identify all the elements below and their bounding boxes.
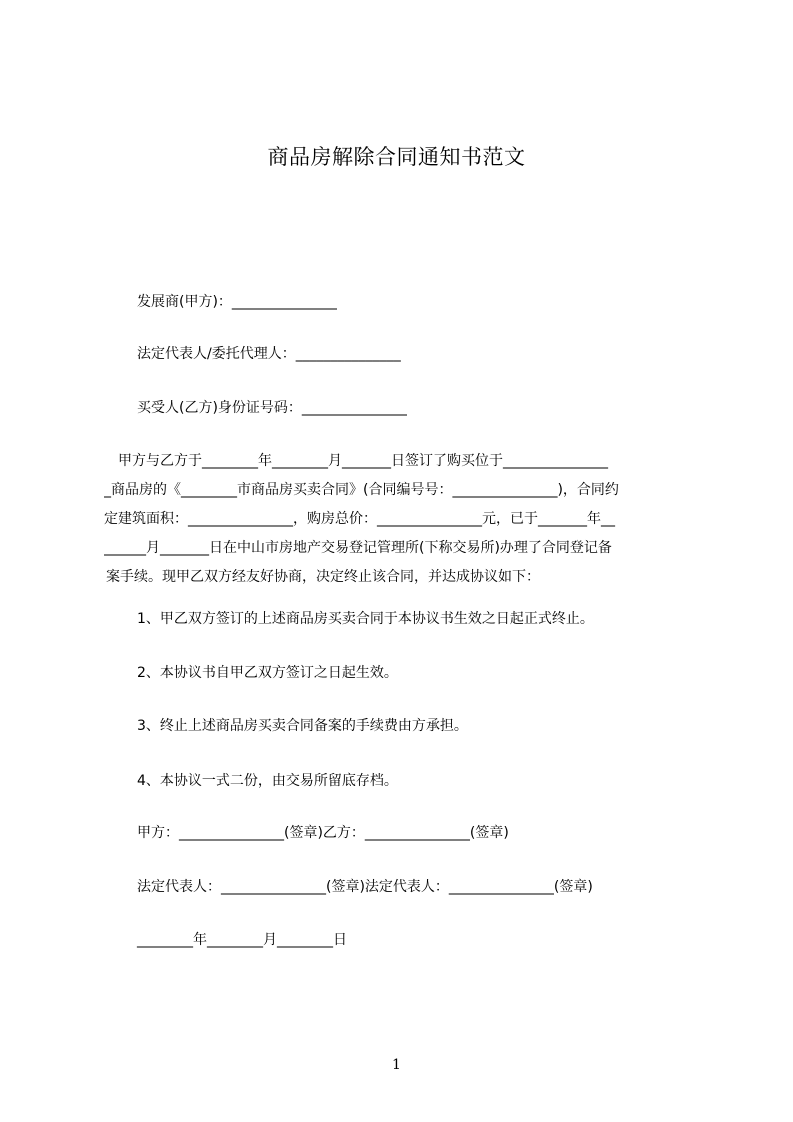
body-paragraph-line: 甲方与乙方于________年________月_______日签订了购买位于_______________ — [104, 453, 608, 469]
buyer-id-line: 买受人(乙方)身份证号码：_______________ — [137, 400, 407, 416]
body-paragraph-line: _商品房的《________市商品房买卖合同》(合同编号号：_______________)，合同约 — [104, 482, 619, 498]
clause-2: 2、本协议书自甲乙双方签订之日起生效。 — [137, 665, 398, 681]
document-title: 商品房解除合同通知书范文 — [267, 145, 526, 169]
clause-1: 1、甲乙双方签订的上述商品房买卖合同于本协议书生效之日起正式终止。 — [137, 611, 594, 627]
page-number: 1 — [392, 1057, 401, 1073]
body-paragraph-line: 定建筑面积：_______________，购房总价：_______________元，已于_______年__ — [104, 511, 615, 527]
body-paragraph-line: ______月_______日在中山市房地产交易登记管理所(下称交易所)办理了合同登记备 — [104, 540, 612, 556]
developer-line: 发展商(甲方)：_______________ — [137, 294, 337, 310]
party-signature-line: 甲方：_______________(签章)乙方：_______________(签章) — [137, 825, 509, 841]
clause-3: 3、终止上述商品房买卖合同备案的手续费由方承担。 — [137, 718, 468, 734]
date-line: ________年________月________日 — [137, 932, 347, 948]
legal-rep-signature-line: 法定代表人：_______________(签章)法定代表人：_______________(签章) — [137, 879, 593, 895]
clause-4: 4、本协议一式二份，由交易所留底存档。 — [137, 773, 398, 789]
body-paragraph-line: 案手续。现甲乙双方经友好协商，决定终止该合同，并达成协议如下： — [106, 569, 540, 585]
body-paragraph — [104, 447, 700, 592]
legal-representative-line: 法定代表人/委托代理人：_______________ — [137, 346, 401, 362]
